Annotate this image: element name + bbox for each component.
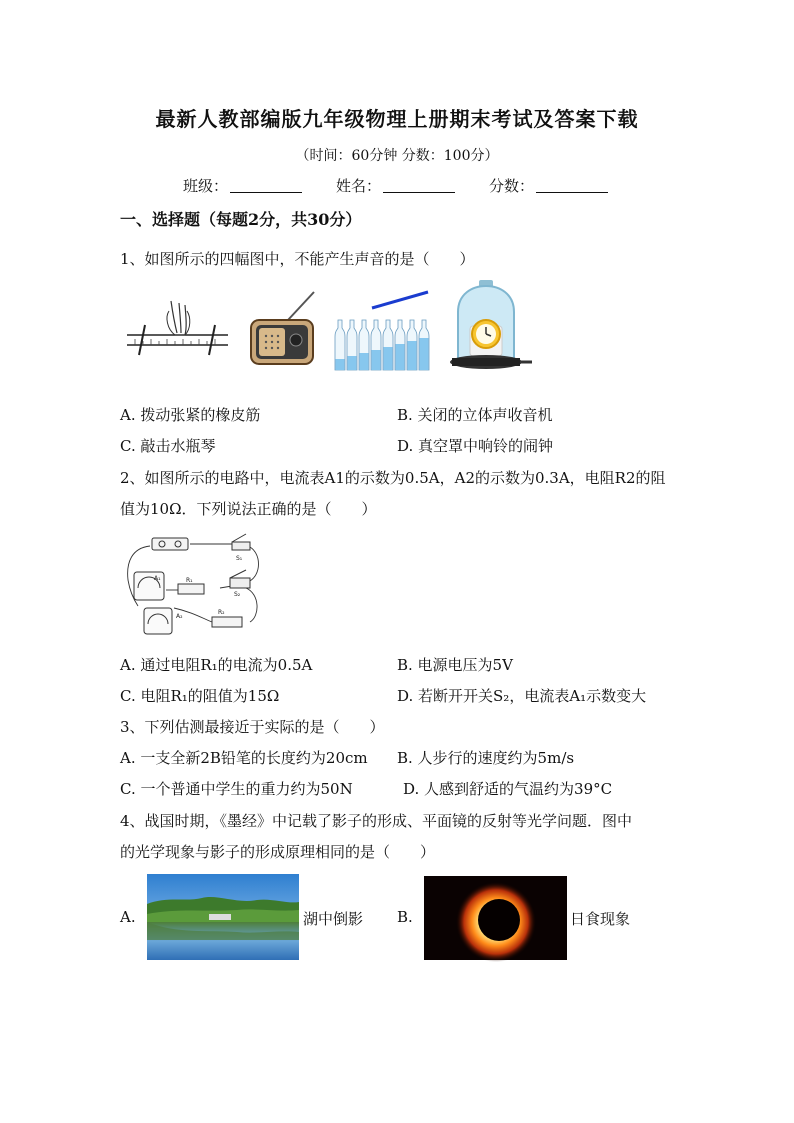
score-blank[interactable]: [536, 178, 608, 193]
water-bottle: [395, 320, 405, 370]
q2-option-b[interactable]: B. 电源电压为5V: [397, 656, 513, 674]
q1-option-b[interactable]: B. 关闭的立体声收音机: [397, 406, 553, 424]
q2-stem-line2: 值为10Ω．下列说法正确的是（ ）: [120, 500, 377, 518]
score-field: [489, 175, 608, 196]
water-bottle: [359, 320, 369, 370]
label-a2: A₂: [176, 613, 183, 620]
q2-option-d[interactable]: D. 若断开开关S₂，电流表A₁示数变大: [397, 687, 647, 705]
q4-option-b-text[interactable]: 日食现象: [570, 910, 631, 928]
label-r2: R₂: [218, 609, 225, 616]
water-bottle: [407, 320, 417, 370]
name-blank[interactable]: [383, 178, 455, 193]
q4-lake-reflection-photo[interactable]: [147, 874, 299, 960]
q4-stem-line1: 4、战国时期，《墨经》中记载了影子的形成、平面镜的反射等光学问题．图中: [120, 812, 633, 830]
label-s1: S₁: [236, 555, 243, 562]
q2-stem-line1: 2、如图所示的电路中，电流表A1的示数为0.5A，A2的示数为0.3A，电阻R2的阻: [120, 469, 666, 487]
q1-figure-radio: [248, 290, 320, 368]
q2-option-c[interactable]: C. 电阻R₁的阻值为15Ω: [120, 687, 280, 705]
q2-option-a[interactable]: A. 通过电阻R₁的电流为0.5A: [120, 656, 313, 674]
water-bottle: [383, 320, 393, 370]
q1-figure-vacuum-bell: [448, 278, 534, 384]
page-title: 最新人教部编版九年级物理上册期末考试及答案下载: [155, 107, 639, 131]
q4-option-a-letter[interactable]: A.: [120, 908, 136, 926]
q4-option-a-text[interactable]: 湖中倒影: [303, 910, 364, 928]
exam-meta: （时间：60分钟 分数：100分）: [295, 148, 499, 164]
q3-option-c[interactable]: C. 一个普通中学生的重力约为50N: [120, 780, 353, 798]
water-bottle: [371, 320, 381, 370]
q4-stem-line2: 的光学现象与影子的形成原理相同的是（ ）: [120, 843, 436, 861]
score-label: 分数：: [489, 177, 535, 195]
q1-stem: 1、如图所示的四幅图中，不能产生声音的是（ ）: [120, 250, 475, 268]
label-r1: R₁: [186, 577, 193, 584]
water-bottle: [335, 320, 345, 370]
q4-option-b-letter[interactable]: B.: [397, 908, 413, 926]
q3-option-a[interactable]: A. 一支全新2B铅笔的长度约为20cm: [120, 749, 368, 767]
q1-option-c[interactable]: C. 敲击水瓶琴: [120, 437, 216, 455]
name-label: 姓名：: [336, 177, 382, 195]
q4-solar-eclipse-photo[interactable]: [424, 876, 567, 960]
class-blank[interactable]: [230, 178, 302, 193]
water-bottle: [347, 320, 357, 370]
class-field: [183, 175, 302, 196]
q1-figure-water-bottles: [332, 290, 432, 372]
class-label: 班级：: [183, 177, 229, 195]
label-s2: S₂: [234, 591, 241, 598]
q1-figure-rubber-band: [125, 295, 230, 365]
water-bottle: [419, 320, 429, 370]
q3-option-d[interactable]: D. 人感到舒适的气温约为39°C: [403, 780, 613, 798]
q1-option-a[interactable]: A. 拨动张紧的橡皮筋: [120, 406, 261, 424]
section-heading: 一、选择题（每题2分，共30分）: [120, 210, 362, 229]
name-field: [336, 175, 455, 196]
q3-option-b[interactable]: B. 人步行的速度约为5m/s: [397, 749, 575, 767]
label-a1: A₁: [154, 575, 161, 582]
q2-circuit-diagram: [122, 532, 267, 640]
q3-stem: 3、下列估测最接近于实际的是（ ）: [120, 718, 385, 736]
q1-option-d[interactable]: D. 真空罩中响铃的闹钟: [397, 437, 554, 455]
